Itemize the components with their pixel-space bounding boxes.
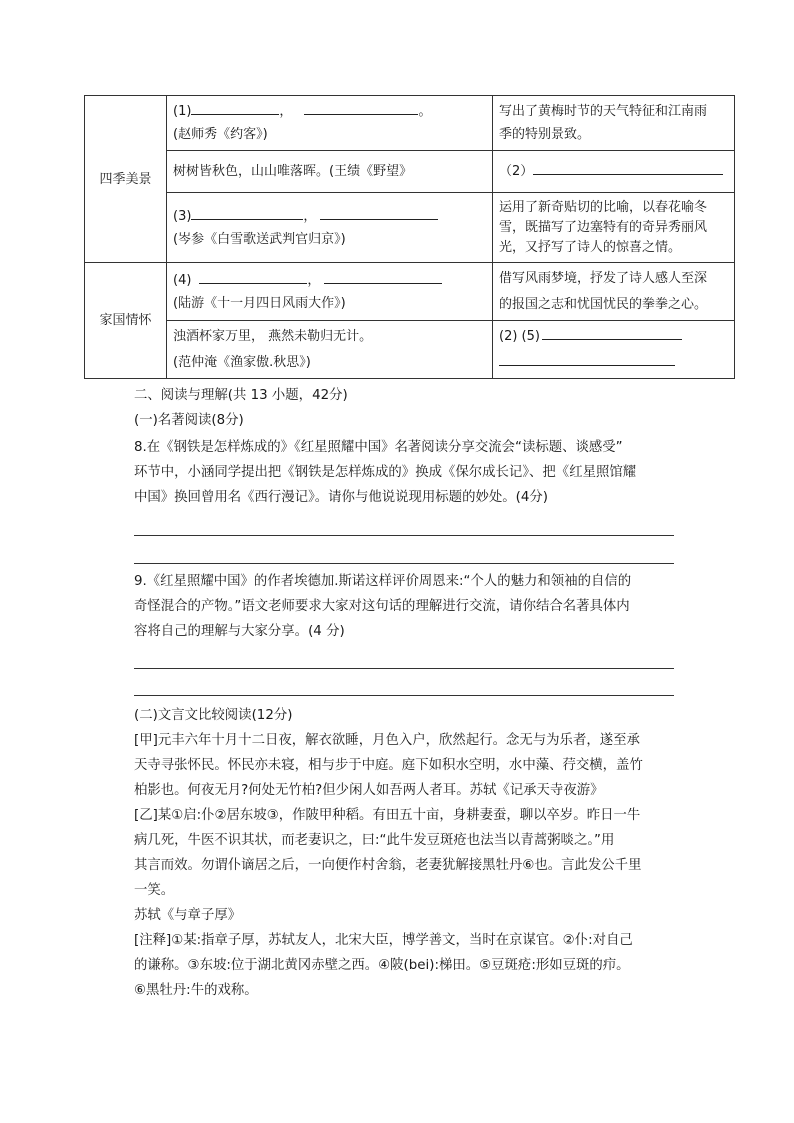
analysis-cell: （2） [493, 151, 735, 193]
poem-source: (赵师秀《约客》) [173, 127, 268, 142]
section-heading-block [134, 383, 679, 433]
classical-reading [134, 703, 679, 1003]
fill-blank[interactable] [320, 205, 438, 220]
table-row [85, 321, 735, 379]
fill-blank[interactable] [542, 325, 682, 340]
passage-yi-source: 苏轼《与章子厚》 [134, 908, 242, 923]
answer-line[interactable] [134, 695, 674, 696]
passage-yi-line: 其言而效。勿谓仆谪居之后，一向便作村舍翁，老妻犹解接黑牡丹⑥也。言此发公千里 [134, 858, 642, 873]
answer-line[interactable] [134, 535, 674, 536]
analysis-cell: (2) (5) [493, 321, 735, 379]
fill-blank[interactable] [191, 205, 303, 220]
section-heading: 二、阅读与理解(共 13 小题，42分) [134, 388, 348, 403]
poem-cell: 浊酒杯家万里， 燕然未勒归无计。 (范仲淹《渔家傲.秋思》) [167, 321, 493, 379]
poem-cell: (4) ， (陆游《十一月四日风雨大作》) [167, 263, 493, 321]
fill-blank[interactable] [324, 269, 442, 284]
subsection-heading: (一)名著阅读(8分) [134, 413, 244, 428]
annotation-line: [注释]①某:指章子厚，苏轼友人，北宋大臣，博学善文，当时在京谋官。②仆:对自己 [134, 933, 633, 948]
poem-line: (1) ， 。 [173, 100, 486, 123]
poem-cell [167, 96, 493, 151]
category-label: 四季美景 [99, 171, 152, 187]
table-row [85, 193, 735, 263]
fill-blank[interactable] [191, 100, 279, 115]
table-row [85, 263, 735, 321]
passage-jia-line: 天寺寻张怀民。怀民亦未寝，相与步于中庭。庭下如积水空明，水中藻、荇交横，盖竹 [134, 758, 643, 773]
poetry-fill-table [84, 95, 735, 379]
subsection-heading: (二)文言文比较阅读(12分) [134, 708, 293, 723]
table-row [85, 96, 735, 151]
annotation-line: 的谦称。③东坡:位于湖北黄冈赤壁之西。④陂(bei):梯田。⑤豆斑疮:形如豆斑的疖。 [134, 958, 630, 973]
analysis-cell: 运用了新奇贴切的比喻，以春花喻冬 雪，既描写了边塞特有的奇异秀丽风 光，又抒写了诗人的惊喜之情。 [493, 193, 735, 263]
category-label: 家国情怀 [99, 313, 152, 328]
question-9: 9.《红星照耀中国》的作者埃德加.斯诺这样评价周恩来:“个人的魅力和领袖的自信的 奇怪混合的产物。”语文老师要求大家对这句话的理解进行交流，请你结合名著具体内 容将自己的理解与大家分享。(4 分) [134, 574, 632, 639]
passage-yi-line: [乙]某①启:仆②居东坡③，作陂甲种稻。有田五十亩，身耕妻蚕，聊以卒岁。昨日一牛 [134, 808, 641, 823]
analysis-cell: 借写风雨梦境，抒发了诗人感人至深 的报国之志和忧国忧民的拳拳之心。 [493, 263, 735, 321]
question-8: 8.在《钢铁是怎样炼成的》《红星照耀中国》名著阅读分享交流会“读标题、谈感受” 环节中，小涵同学提出把《钢铁是怎样炼成的》换成《保尔成长记》、把《红星照馆耀 中国》换回曾用名《西行漫记》。请你与他说说现用标题的妙处。(4分) [134, 440, 637, 505]
answer-line[interactable] [134, 668, 674, 669]
fill-blank[interactable] [199, 269, 307, 284]
category-cell [85, 96, 167, 263]
passage-jia-line: [甲]元丰六年十月十二日夜，解衣欲睡，月色入户，欣然起行。念无与为乐者，遂至承 [134, 733, 640, 748]
annotation-line: ⑥黑牡丹:牛的戏称。 [134, 983, 258, 998]
fill-blank[interactable] [533, 160, 723, 175]
passage-jia-line: 柏影也。何夜无月?何处无竹柏?但少闲人如吾两人者耳。苏轼《记承天寺夜游》 [134, 783, 604, 798]
passage-yi-line: 病几死，牛医不识其状，而老妻识之，曰:“此牛发豆斑疮也法当以青蒿粥啖之。”用 [134, 833, 615, 848]
analysis-cell: 写出了黄梅时节的天气特征和江南雨 季的特别景致。 [493, 96, 735, 151]
fill-blank[interactable] [304, 100, 418, 115]
poem-cell: 树树皆秋色，山山唯落晖。(王绩《野望》 [167, 151, 493, 193]
fill-blank[interactable] [499, 351, 675, 366]
category-cell [85, 263, 167, 379]
poem-cell: (3) ， (岑参《白雪歌送武判官归京》) [167, 193, 493, 263]
table-row [85, 151, 735, 193]
passage-yi-line: 一笑。 [134, 883, 175, 898]
answer-line[interactable] [134, 563, 674, 564]
